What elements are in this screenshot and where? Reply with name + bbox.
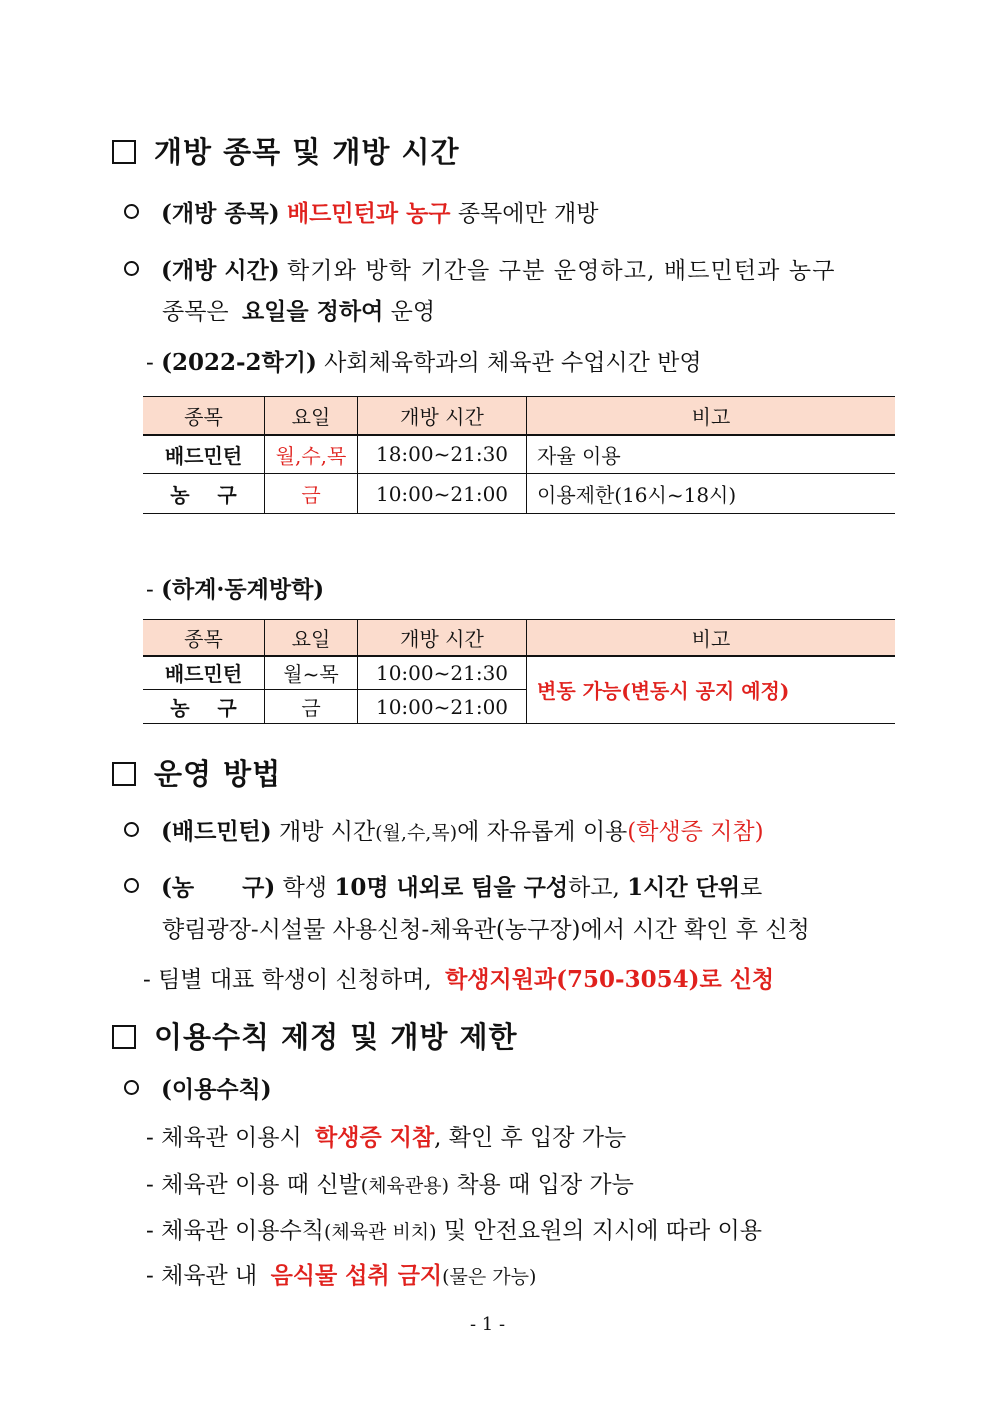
highlight-text: 학생증 지참 (315, 1124, 435, 1151)
item-text: 종목에만 개방 (457, 201, 599, 227)
dash: - (143, 967, 151, 993)
dash: - (146, 1172, 154, 1198)
table-cell: 농 구 (170, 696, 237, 720)
highlight-text: (학생증 지참) (627, 819, 764, 845)
paren-text: (월,수,목) (375, 822, 458, 844)
item-text: 종목은 (162, 299, 229, 325)
table-cell: 배드민턴 (164, 662, 243, 687)
table-cell: 월,수,목 (265, 435, 358, 474)
highlight-text: 학생지원과(750-3054)로 신청 (445, 966, 775, 993)
rule-text: 체육관 내 (161, 1263, 258, 1289)
header-cell: 개방 시간 (358, 397, 527, 435)
page-number: - 1 - (470, 1314, 506, 1335)
header-cell: 비고 (527, 620, 896, 656)
header-cell: 종목 (143, 397, 265, 435)
paren-text: (물은 가능) (442, 1266, 537, 1288)
item-text: 학기와 방학 기간을 구분 운영하고, 배드민턴과 농구 (286, 258, 836, 284)
rule-text: , 확인 후 입장 가능 (434, 1125, 627, 1151)
rule-item-3 (146, 1212, 762, 1245)
rule-item-2 (146, 1166, 634, 1199)
item-label: (개방 시간) (161, 257, 280, 284)
bullet-item-open-hours-line2 (162, 293, 435, 326)
circle-bullet-icon (124, 1080, 139, 1095)
checkbox-square-icon (112, 1025, 136, 1049)
table-cell: 10:00~21:30 (358, 656, 527, 690)
item-text: 학생 (282, 875, 327, 901)
rule-text: 체육관 이용 때 신발 (161, 1172, 361, 1198)
table-row (143, 435, 895, 474)
table-cell: 10:00~21:00 (358, 690, 527, 724)
bold-text: 1시간 단위 (627, 874, 741, 901)
table-cell: 18:00~21:30 (358, 435, 527, 474)
dash: - (146, 577, 154, 603)
item-label: (개방 종목) (161, 200, 280, 227)
bullet-item-open-hours (124, 252, 836, 285)
circle-bullet-icon (124, 204, 139, 219)
bullet-item-basketball-line2 (162, 911, 810, 944)
item-text: 하고, (568, 875, 620, 901)
table-note-cell: 변동 가능(변동시 공지 예정) (527, 656, 896, 724)
item-text: 향림광장-시설물 사용신청-체육관(농구장)에서 시간 확인 후 신청 (162, 917, 810, 943)
circle-bullet-icon (124, 261, 139, 276)
table-cell: 금 (265, 474, 358, 514)
table-cell: 월~목 (265, 656, 358, 690)
sub-label: (2022-2학기) (161, 349, 317, 376)
table-cell: 자율 이용 (527, 435, 896, 474)
circle-bullet-icon (124, 878, 139, 893)
header-cell: 요일 (265, 620, 358, 656)
table-header-row (143, 620, 895, 656)
circle-bullet-icon (124, 822, 139, 837)
bullet-item-rules (124, 1071, 272, 1104)
table-header-row (143, 397, 895, 435)
section-title: 운영 방법 (154, 757, 282, 791)
bold-text: 요일을 정하여 (241, 298, 384, 325)
rule-text: 체육관 이용수칙 (161, 1218, 324, 1244)
schedule-table-semester (143, 396, 895, 514)
dash: - (146, 1263, 154, 1289)
item-text: 운영 (390, 299, 436, 325)
highlight-text: 음식물 섭취 금지 (270, 1262, 443, 1289)
sub-item-semester (146, 344, 702, 377)
paren-text: (체육관용) (360, 1175, 450, 1197)
rule-text: 및 안전요원의 지시에 따라 이용 (443, 1218, 762, 1244)
item-text: 로 (740, 875, 763, 901)
table-cell: 이용제한(16시~18시) (527, 474, 896, 514)
sub-text: 팀별 대표 학생이 신청하며, (158, 967, 432, 993)
schedule-table-vacation (143, 619, 895, 724)
header-cell: 요일 (265, 397, 358, 435)
section-title: 개방 종목 및 개방 시간 (154, 135, 460, 169)
checkbox-square-icon (112, 140, 136, 164)
section-heading-2 (112, 752, 281, 793)
rule-text: 체육관 이용시 (161, 1125, 302, 1151)
rule-item-4 (146, 1257, 536, 1290)
rule-item-1 (146, 1119, 626, 1152)
item-label: (배드민턴) (161, 818, 272, 845)
bullet-item-basketball (124, 869, 762, 902)
header-cell: 종목 (143, 620, 265, 656)
dash: - (146, 1218, 154, 1244)
sub-text: 사회체육학과의 체육관 수업시간 반영 (324, 350, 702, 376)
item-label: (이용수칙) (161, 1076, 272, 1103)
table-row (143, 656, 895, 690)
table-cell: 10:00~21:00 (358, 474, 527, 514)
section-heading-1 (112, 130, 460, 171)
sub-item-vacation (146, 571, 324, 604)
header-cell: 개방 시간 (358, 620, 527, 656)
bold-text: 10명 내외로 팀을 구성 (334, 874, 569, 901)
sub-item-application (143, 961, 774, 994)
table-cell: 배드민턴 (164, 443, 243, 468)
table-cell: 금 (265, 690, 358, 724)
dash: - (146, 350, 154, 376)
item-text: 에 자유롭게 이용 (457, 819, 628, 845)
header-cell: 비고 (527, 397, 896, 435)
bullet-item-open-sports (124, 195, 598, 228)
item-text: 개방 시간 (278, 819, 376, 845)
highlight-text: 배드민턴과 농구 (286, 200, 451, 227)
section-title: 이용수칙 제정 및 개방 제한 (154, 1020, 518, 1054)
checkbox-square-icon (112, 762, 136, 786)
sub-label: (하계·동계방학) (161, 576, 325, 603)
paren-text: (체육관 비치) (323, 1221, 437, 1243)
dash: - (146, 1125, 154, 1151)
item-label: (농 구) (161, 874, 276, 901)
rule-text: 착용 때 입장 가능 (456, 1172, 634, 1198)
table-cell: 농 구 (170, 483, 237, 507)
table-row (143, 474, 895, 514)
section-heading-3 (112, 1015, 518, 1056)
bullet-item-badminton (124, 813, 764, 846)
